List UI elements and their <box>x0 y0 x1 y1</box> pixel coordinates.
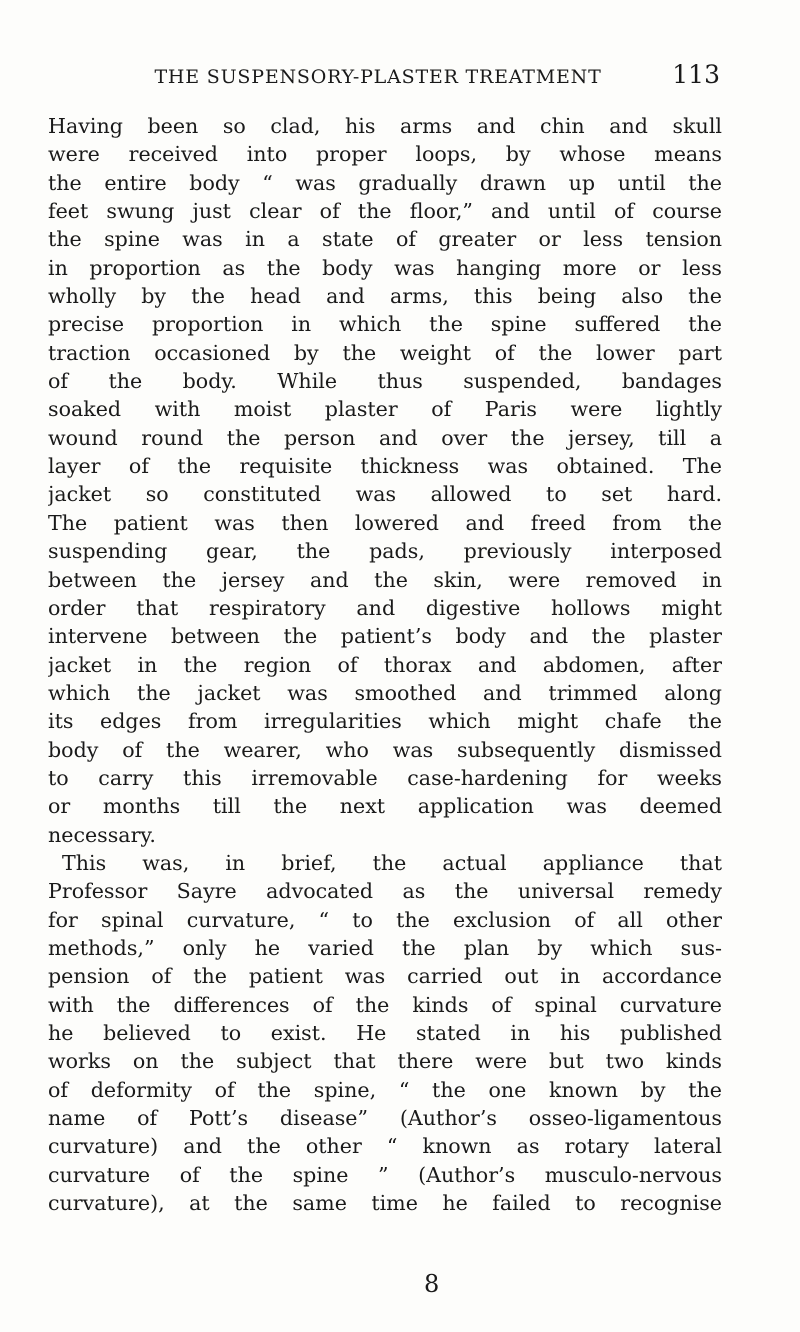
text-line: wound round the person and over the jersey, till a <box>48 425 722 450</box>
text-line: Professor Sayre advocated as the universal remedy <box>48 879 722 904</box>
text-line: or months till the next application was deemed <box>48 794 722 819</box>
text-line: he believed to exist. He stated in his published <box>48 1021 722 1045</box>
text-line: intervene between the patient’s body and the plaster <box>48 624 722 649</box>
text-line: works on the subject that there were but two kinds <box>48 1049 722 1074</box>
text-line: wholly by the head and arms, this being also the <box>48 284 722 309</box>
text-line: The patient was then lowered and freed from the <box>48 510 722 535</box>
text-line: of deformity of the spine, “ the one known by the <box>48 1077 722 1102</box>
running-title: THE SUSPENSORY-PLASTER TREATMENT <box>154 66 602 88</box>
text-line: Having been so clad, his arms and chin and skull <box>48 114 722 138</box>
text-line: the spine was in a state of greater or less tension <box>48 227 722 252</box>
text-line: name of Pott’s disease” (Author’s osseo-ligamentous <box>48 1106 722 1131</box>
text-line: jacket so constituted was allowed to set hard. <box>48 482 722 507</box>
text-line: of the body. While thus suspended, bandages <box>48 369 722 394</box>
paragraph-start-line: This was, in brief, the actual appliance that <box>62 850 722 875</box>
page-number: 113 <box>672 60 720 89</box>
text-line: order that respiratory and digestive hollows might <box>48 595 722 620</box>
text-line: for spinal curvature, “ to the exclusion of all other <box>48 907 722 932</box>
text-line: pension of the patient was carried out in accordance <box>48 964 722 989</box>
text-line: suspending gear, the pads, previously interposed <box>48 539 722 564</box>
text-line: were received into proper loops, by whose means <box>48 142 722 167</box>
paragraph-end-line: necessary. <box>48 822 156 847</box>
text-line: the entire body “ was gradually drawn up until the <box>48 170 722 195</box>
text-line: precise proportion in which the spine suffered the <box>48 312 722 337</box>
text-line: curvature) and the other “ known as rotary lateral <box>48 1134 722 1159</box>
text-line: layer of the requisite thickness was obtained. The <box>48 454 722 479</box>
text-line: methods,” only he varied the plan by which sus- <box>48 935 722 960</box>
text-line: curvature), at the same time he failed to recognise <box>48 1191 722 1216</box>
text-line: in proportion as the body was hanging more or less <box>48 255 722 280</box>
text-line: feet swung just clear of the floor,” and until of course <box>48 199 722 224</box>
text-line: curvature of the spine ” (Author’s musculo-nervous <box>48 1162 722 1187</box>
text-line: body of the wearer, who was subsequently dismissed <box>48 737 722 762</box>
text-line: with the differences of the kinds of spinal curvature <box>48 992 722 1017</box>
text-line: soaked with moist plaster of Paris were lightly <box>48 397 722 422</box>
text-line: which the jacket was smoothed and trimmed along <box>48 680 722 705</box>
body-text <box>48 112 722 1217</box>
text-line: traction occasioned by the weight of the lower part <box>48 340 722 365</box>
text-line: jacket in the region of thorax and abdomen, after <box>48 652 722 677</box>
text-line: to carry this irremovable case-hardening for weeks <box>48 765 722 790</box>
text-line: between the jersey and the skin, were removed in <box>48 567 722 592</box>
text-line: its edges from irregularities which might chafe the <box>48 709 722 734</box>
signature-mark: 8 <box>424 1270 440 1298</box>
